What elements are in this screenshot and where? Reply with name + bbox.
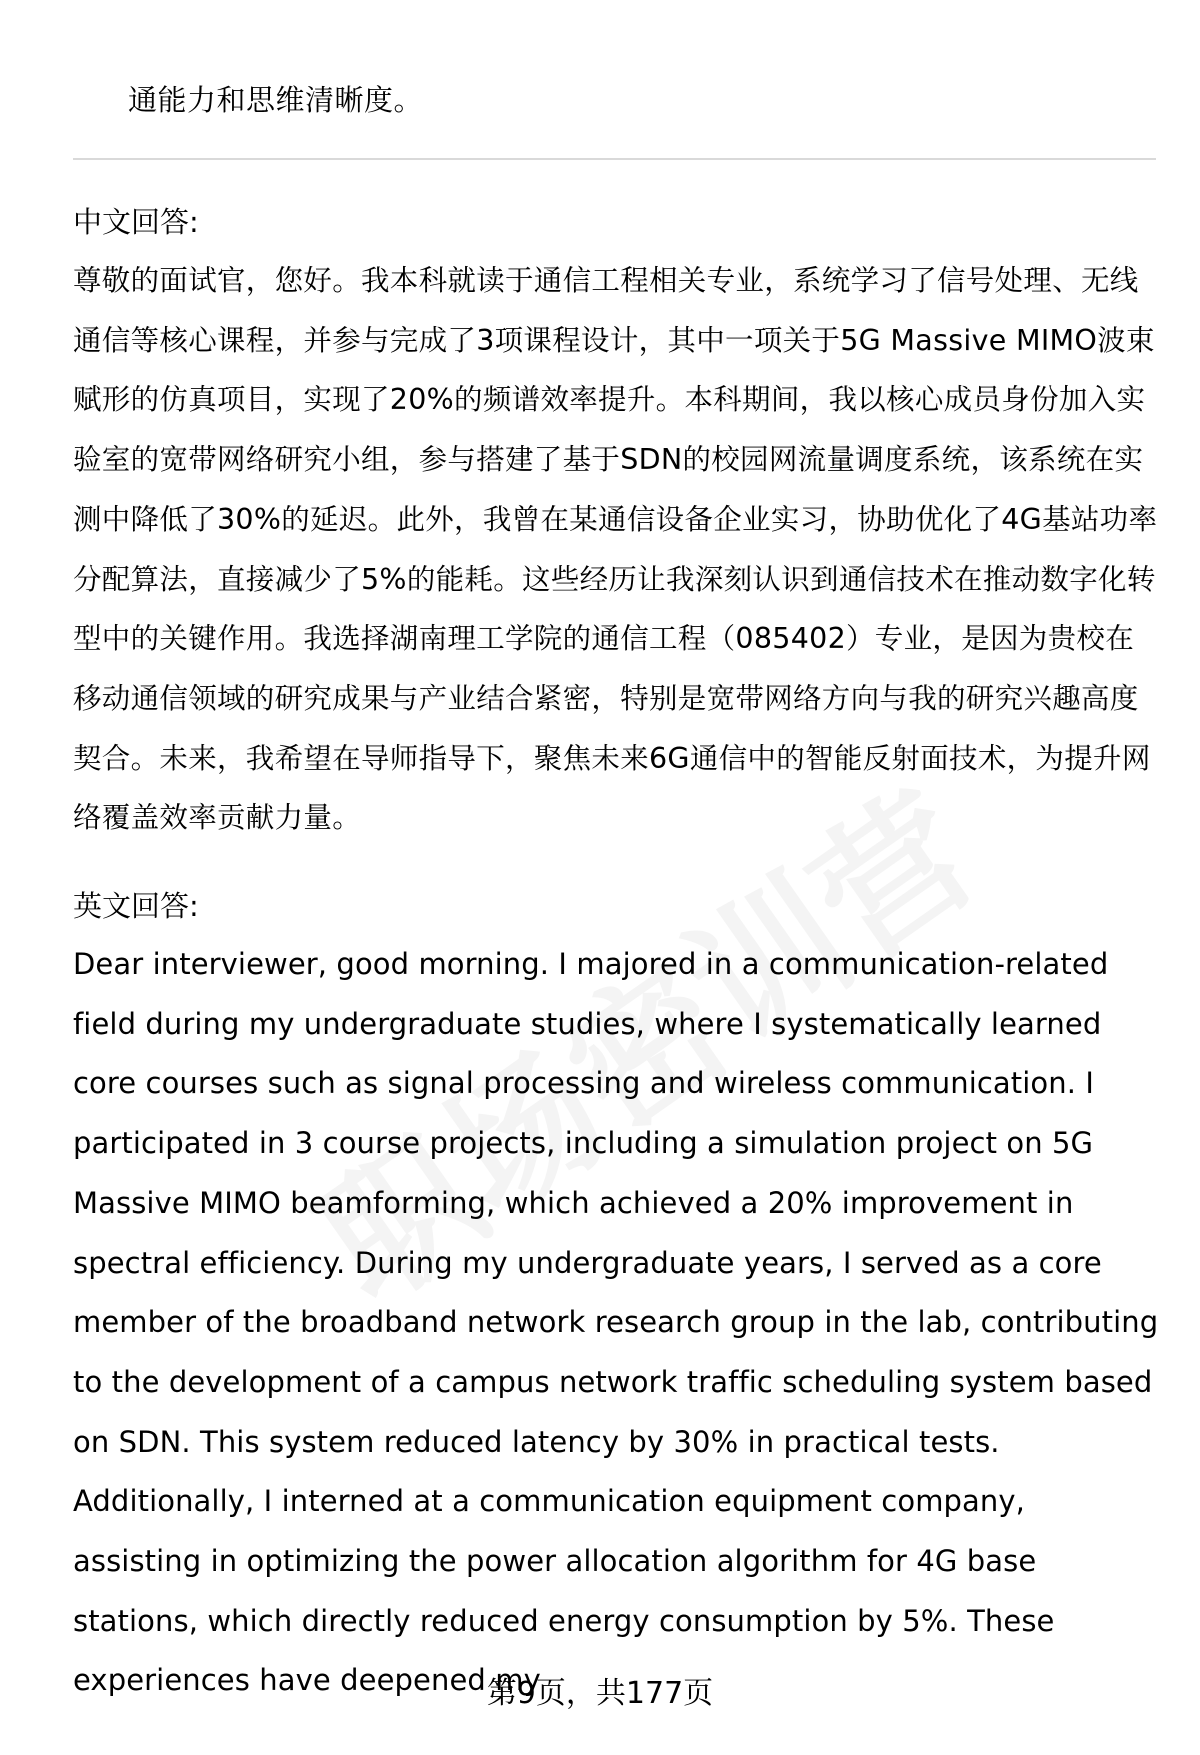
chinese-answer-label: 中文回答: xyxy=(73,205,199,239)
continued-text: 通能力和思维清晰度。 xyxy=(128,83,424,117)
page-number: 第9页，共177页 xyxy=(486,1676,714,1711)
english-answer-text: Dear interviewer, good morning. I majored in a communication-related field during my undergraduate studies, where I systematically learned core courses such as signal processing and wireless communication. I participated in 3 course projects, including a simulation project on 5G Massive MIMO beamforming, which achieved a 20% improvement in spectral efficiency. During my undergraduate years, I served as a core member of the broadband network research group in the lab, contributing to the development of a campus network traffic scheduling system based on SDN. This system reduced latency by 30% in practical tests. Additionally, I interned at a communication equipment company, assisting in optimizing the power allocation algorithm for 4G base stations, which directly reduced energy consumption by 5%. These experiences have deepened my xyxy=(73,947,1159,1698)
english-answer-label: 英文回答: xyxy=(73,889,199,923)
section-divider xyxy=(73,158,1156,160)
chinese-answer-text: 尊敬的面试官，您好。我本科就读于通信工程相关专业，系统学习了信号处理、无线通信等核心课程，并参与完成了3项课程设计，其中一项关于5G Massive MIMO波束赋形的仿真项目，实现了20%的频谱效率提升。本科期间，我以核心成员身份加入实验室的宽带网络研究小组，参与搭建了基于SDN的校园网流量调度系统，该系统在实测中降低了30%的延迟。此外，我曾在某通信设备企业实习，协助优化了4G基站功率分配算法，直接减少了5%的能耗。这些经历让我深刻认识到通信技术在推动数字化转型中的关键作用。我选择湖南理工学院的通信工程（085402）专业，是因为贵校在移动通信领域的研究成果与产业结合紧密，特别是宽带网络方向与我的研究兴趣高度契合。未来，我希望在导师指导下，聚焦未来6G通信中的智能反射面技术，为提升网络覆盖效率贡献力量。 xyxy=(73,264,1158,835)
